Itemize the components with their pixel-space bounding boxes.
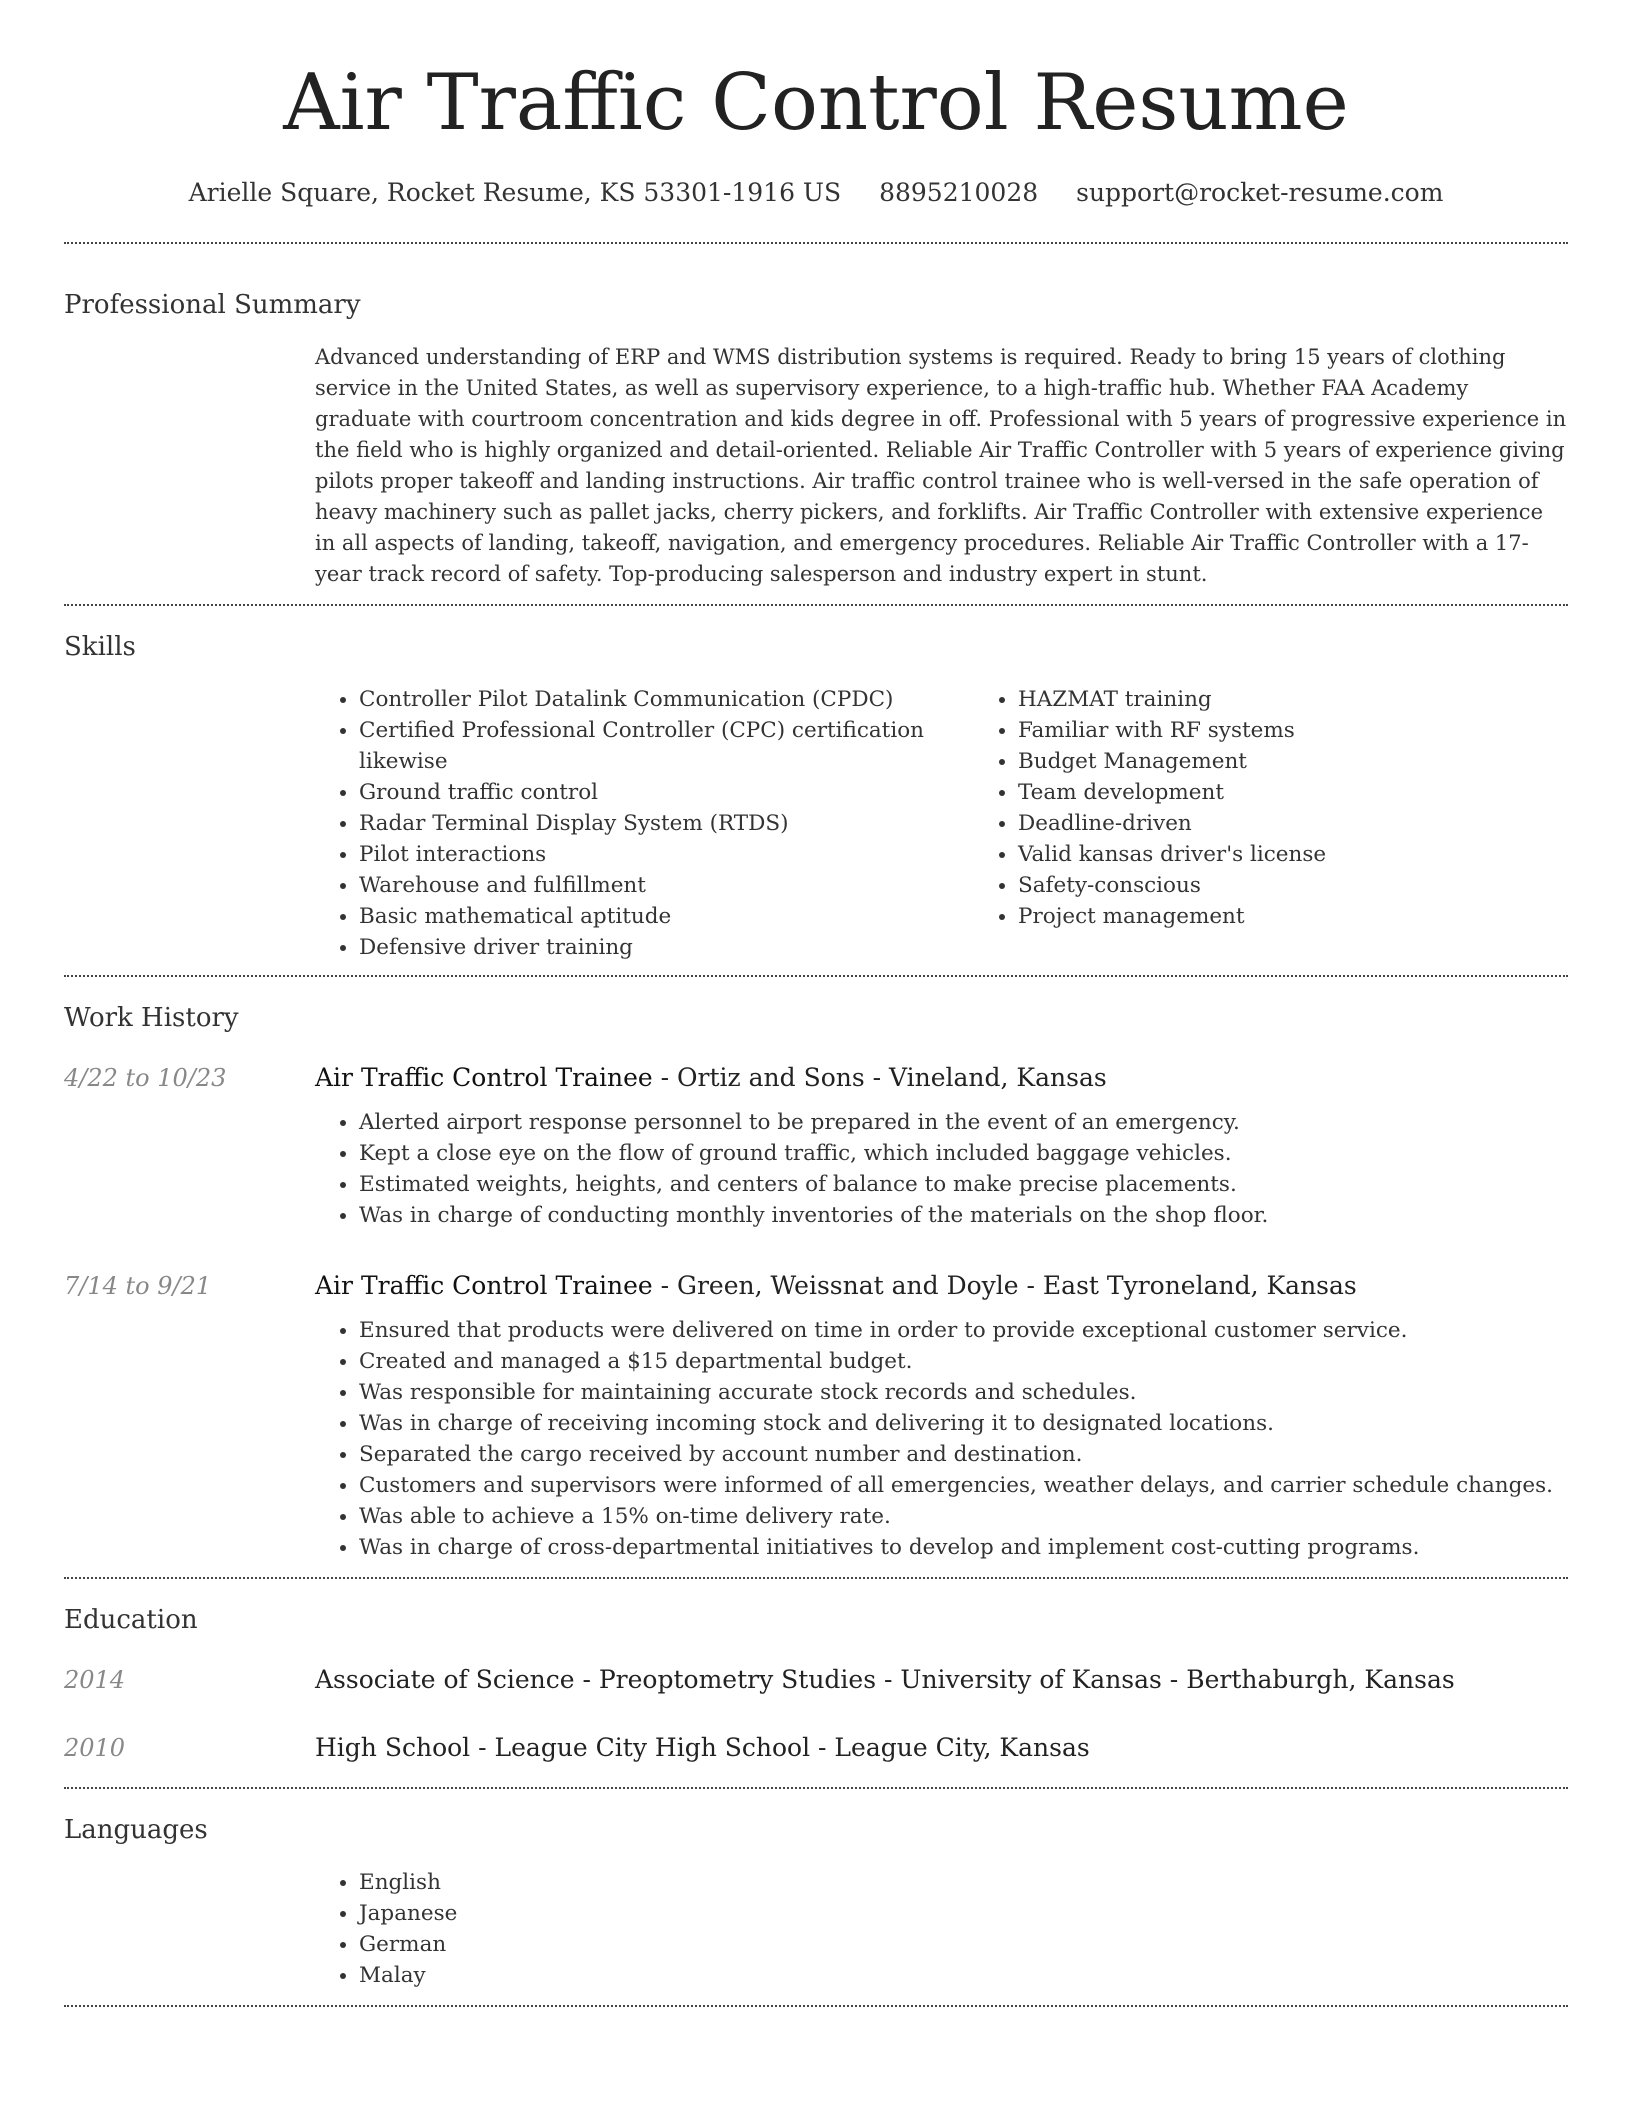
education-year: 2014 xyxy=(64,1666,126,1694)
skill-item: • Certified Professional Controller (CPC) certification likewise xyxy=(359,715,931,777)
skill-item: • Defensive driver training xyxy=(359,932,931,963)
job-bullet: • Ensured that products were delivered on time in order to provide exceptional customer service. xyxy=(359,1315,1568,1346)
job-title-line xyxy=(315,1061,1568,1095)
skill-item: • Project management xyxy=(1018,901,1326,932)
job-title-line xyxy=(315,1269,1568,1303)
skill-item: • HAZMAT training xyxy=(1018,684,1326,715)
education-text: High School - League City High School - League City, Kansas xyxy=(315,1733,1090,1762)
skill-item: • Deadline-driven xyxy=(1018,808,1326,839)
contact-phone: 8895210028 xyxy=(879,178,1039,207)
languages-section xyxy=(64,1789,1568,1991)
job-bullet: • Customers and supervisors were informed of all emergencies, weather delays, and carrier schedule changes. xyxy=(359,1470,1568,1501)
education-text: Associate of Science - Preoptometry Studies - University of Kansas - Berthaburgh, Kansas xyxy=(315,1665,1455,1694)
job-bullet: • Alerted airport response personnel to be prepared in the event of an emergency. xyxy=(359,1107,1568,1138)
job-entry xyxy=(64,1269,1568,1563)
job-role: Air Traffic Control Trainee xyxy=(315,1271,653,1300)
skill-item: • Budget Management xyxy=(1018,746,1326,777)
job-bullets xyxy=(315,1107,1568,1231)
education-section xyxy=(64,1579,1568,1787)
job-bullet: • Kept a close eye on the flow of ground traffic, which included baggage vehicles. xyxy=(359,1138,1568,1169)
education-entry xyxy=(64,1731,1568,1765)
contact-line xyxy=(64,176,1568,210)
job-bullet: • Created and managed a $15 departmental budget. xyxy=(359,1346,1568,1377)
language-item: • Japanese xyxy=(359,1898,1568,1929)
skill-item: • Familiar with RF systems xyxy=(1018,715,1326,746)
summary-text: Advanced understanding of ERP and WMS distribution systems is required. Ready to bring 15 years of clothing service in the United States, as well as supervisory experience, to a high-traffic hub. Whether FAA Academy graduate with courtroom concentration and kids degree in off. Professional with 5 years of progressive experience in the field who is highly organized and detail-oriented. Reliable Air Traffic Controller with 5 years of experience giving pilots proper takeoff and landing instructions. Air traffic control trainee who is well-versed in the safe operation of heavy machinery such as pallet jacks, cherry pickers, and forklifts. Air Traffic Controller with extensive experience in all aspects of landing, takeoff, navigation, and emergency procedures. Reliable Air Traffic Controller with a 17-year track record of safety. Top-producing salesperson and industry expert in stunt. xyxy=(315,345,1567,586)
skill-item: • Ground traffic control xyxy=(359,777,931,808)
job-bullet: • Estimated weights, heights, and centers of balance to make precise placements. xyxy=(359,1169,1568,1200)
education-heading: Education xyxy=(64,1605,198,1635)
skill-item: • Safety-conscious xyxy=(1018,870,1326,901)
skill-item: • Controller Pilot Datalink Communication (CPDC) xyxy=(359,684,931,715)
summary-section xyxy=(64,244,1568,590)
job-dates: 7/14 to 9/21 xyxy=(64,1272,212,1300)
education-year: 2010 xyxy=(64,1734,126,1762)
job-bullet: • Was in charge of conducting monthly inventories of the materials on the shop floor. xyxy=(359,1200,1568,1231)
language-item: • English xyxy=(359,1867,1568,1898)
education-entry xyxy=(64,1663,1568,1697)
resume-page xyxy=(64,0,1568,2007)
contact-address: Arielle Square, Rocket Resume, KS 53301-1916 US xyxy=(188,178,842,207)
job-role: Air Traffic Control Trainee xyxy=(315,1063,653,1092)
job-bullet: • Separated the cargo received by account number and destination. xyxy=(359,1439,1568,1470)
job-bullet: • Was able to achieve a 15% on-time delivery rate. xyxy=(359,1501,1568,1532)
job-bullets xyxy=(315,1315,1568,1563)
skill-item: • Pilot interactions xyxy=(359,839,931,870)
skill-item: • Warehouse and fulfillment xyxy=(359,870,931,901)
languages-list xyxy=(315,1867,1568,1991)
skill-item: • Radar Terminal Display System (RTDS) xyxy=(359,808,931,839)
job-bullet: • Was responsible for maintaining accurate stock records and schedules. xyxy=(359,1377,1568,1408)
job-bullet: • Was in charge of cross-departmental initiatives to develop and implement cost-cutting programs. xyxy=(359,1532,1568,1563)
language-item: • Malay xyxy=(359,1960,1568,1991)
job-entry xyxy=(64,1061,1568,1231)
language-item: • German xyxy=(359,1929,1568,1960)
skills-list-left xyxy=(315,684,931,963)
page-title: Air Traffic Control Resume xyxy=(283,58,1349,148)
job-company: - Ortiz and Sons - Vineland, Kansas xyxy=(652,1063,1107,1092)
skill-item: • Basic mathematical aptitude xyxy=(359,901,931,932)
work-heading: Work History xyxy=(64,1003,239,1033)
skills-list-right xyxy=(974,684,1326,963)
skills-columns xyxy=(315,684,1568,963)
skill-item: • Team development xyxy=(1018,777,1326,808)
skills-section xyxy=(64,606,1568,963)
skill-item: • Valid kansas driver's license xyxy=(1018,839,1326,870)
summary-heading: Professional Summary xyxy=(64,290,361,320)
job-bullet: • Was in charge of receiving incoming stock and delivering it to designated locations. xyxy=(359,1408,1568,1439)
contact-email: support@rocket-resume.com xyxy=(1076,178,1444,207)
work-section xyxy=(64,977,1568,1577)
skills-heading: Skills xyxy=(64,632,136,662)
languages-heading: Languages xyxy=(64,1815,208,1845)
job-dates: 4/22 to 10/23 xyxy=(64,1064,227,1092)
job-company: - Green, Weissnat and Doyle - East Tyroneland, Kansas xyxy=(652,1271,1357,1300)
divider xyxy=(64,2005,1568,2007)
